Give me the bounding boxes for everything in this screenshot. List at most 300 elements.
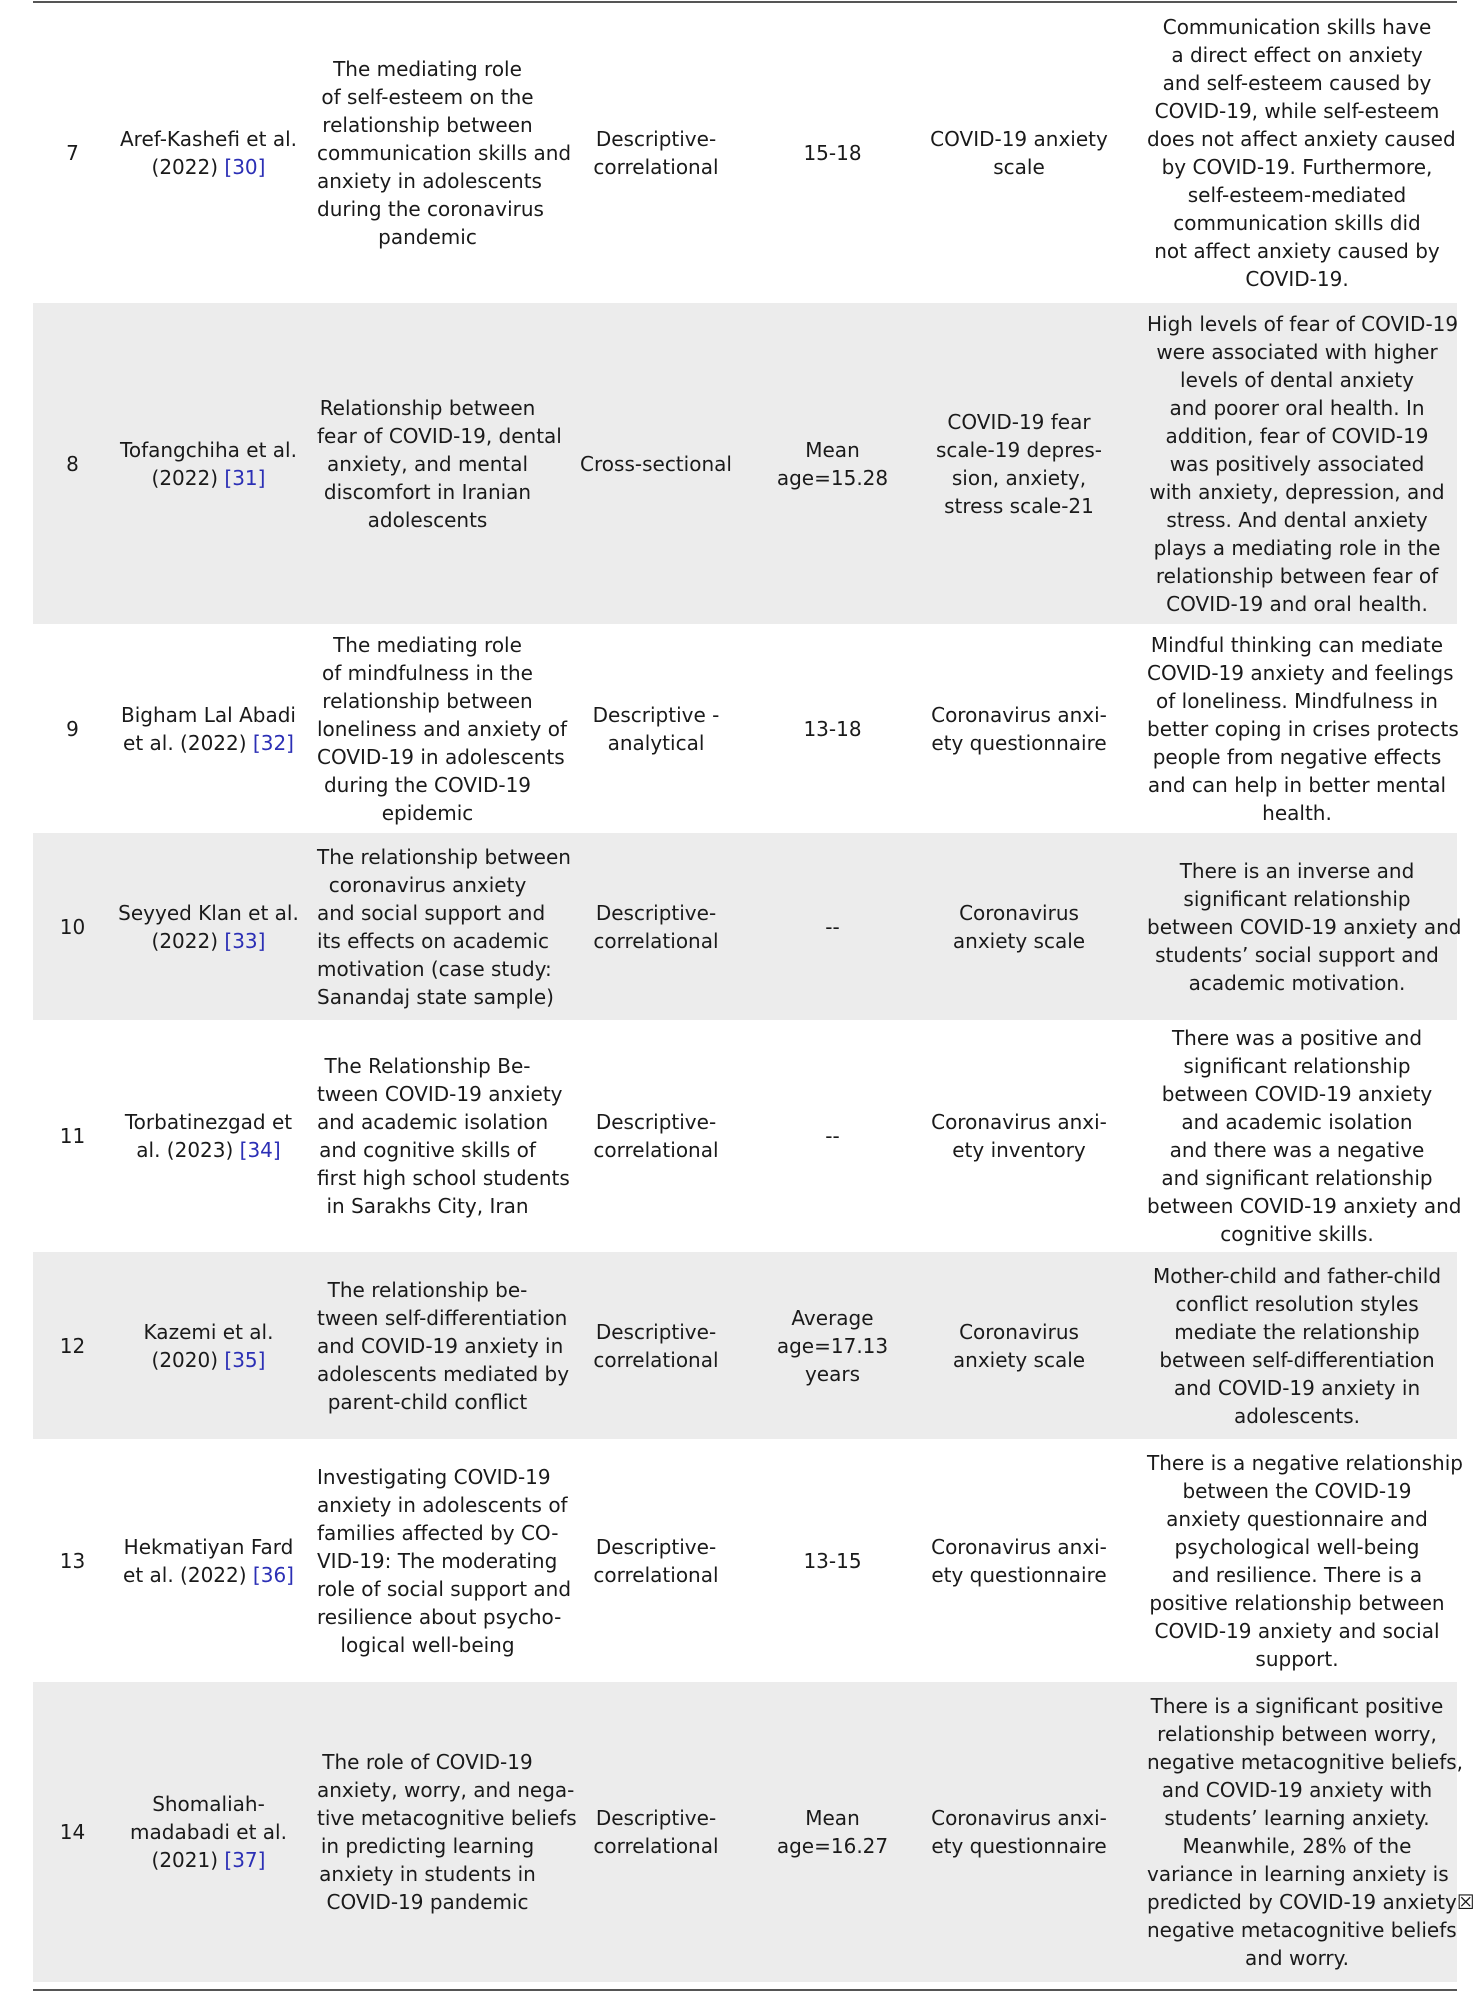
citation-link[interactable]: [37]	[224, 1848, 266, 1872]
title-cell-text: tween COVID-19 anxiety	[317, 1082, 563, 1106]
title-cell-line	[317, 743, 565, 771]
findings-cell-text: and resilience. There is a	[1171, 1562, 1423, 1587]
age-cell-text: 13-15	[803, 1548, 862, 1573]
title-cell-text: tive metacognitive beliefs	[317, 1806, 577, 1830]
title-cell-text: anxiety in adolescents of	[317, 1492, 568, 1517]
title-cell	[309, 1439, 572, 1682]
title-cell-line	[317, 450, 538, 478]
age-cell-line	[766, 1832, 899, 1860]
title-cell-text: logical well-being	[340, 1632, 515, 1657]
design-cell-text: correlational	[593, 1562, 719, 1587]
findings-cell-text: relationship between worry,	[1157, 1722, 1437, 1746]
citation-link[interactable]: [34]	[239, 1138, 281, 1162]
findings-cell-text: and COVID-19 anxiety in	[1173, 1375, 1421, 1400]
findings-cell	[1139, 624, 1457, 833]
age-cell-text: age=17.13	[776, 1333, 889, 1358]
design-cell-text: Cross-sectional	[580, 451, 732, 476]
title-cell-line	[317, 1603, 562, 1631]
title-cell-text: The role of COVID-19	[322, 1750, 533, 1774]
title-cell-text: The relationship between	[317, 844, 571, 869]
findings-cell-text: not affect anxiety caused by	[1154, 239, 1440, 263]
age-cell-text: 15-18	[803, 141, 862, 165]
studies-table	[33, 3, 1475, 1982]
author-cell-text: Shomaliah-	[152, 1792, 265, 1816]
tool-cell-text: Coronavirus	[959, 900, 1079, 925]
design-cell-text: correlational	[593, 1138, 719, 1162]
tool-cell	[899, 1252, 1139, 1439]
title-cell-text: Relationship between	[319, 395, 536, 420]
tool-cell-line	[899, 153, 1139, 181]
tool-cell-line	[899, 701, 1139, 729]
findings-cell-text: was positively associated	[1169, 451, 1425, 476]
title-cell-line	[317, 223, 538, 251]
title-cell	[309, 1252, 570, 1439]
findings-cell-text: support.	[1255, 1646, 1339, 1671]
title-cell-text: relationship between	[322, 688, 533, 713]
title-cell-text: relationship between	[322, 113, 533, 137]
findings-cell-text: There is an inverse and	[1179, 858, 1415, 883]
title-cell-line	[317, 1776, 575, 1804]
age-cell-line	[766, 1332, 899, 1360]
findings-cell-line	[1147, 181, 1447, 209]
findings-cell-line	[1147, 715, 1459, 743]
findings-cell-text: COVID-19.	[1245, 267, 1349, 291]
title-cell-text: in predicting learning	[320, 1834, 535, 1858]
author-cell	[108, 1682, 309, 1982]
design-cell	[546, 833, 766, 1020]
design-cell-line	[546, 729, 766, 757]
title-cell-line	[317, 111, 538, 139]
age-cell-line	[766, 715, 899, 743]
findings-cell-text: academic motivation.	[1188, 970, 1406, 995]
table-row	[33, 1252, 1457, 1439]
title-cell-text: motivation (case study:	[317, 956, 552, 981]
title-cell-text: and social support and	[317, 900, 546, 925]
tool-cell-text: scale-19 depres-	[936, 437, 1102, 462]
design-cell-line	[546, 450, 766, 478]
author-cell-line	[108, 1818, 309, 1846]
findings-cell-line	[1147, 394, 1447, 422]
author-cell	[108, 833, 309, 1020]
findings-cell	[1139, 1020, 1462, 1252]
tool-cell-line	[899, 464, 1139, 492]
title-cell-text: adolescents mediated by	[317, 1361, 570, 1386]
findings-cell-text: addition, fear of COVID-19	[1165, 423, 1429, 448]
author-cell	[108, 1252, 309, 1439]
studies-table-body	[33, 3, 1475, 1982]
title-cell-text: fear of COVID-19, dental	[317, 423, 562, 448]
findings-cell-text: negative metacognitive beliefs	[1147, 1918, 1457, 1942]
author-cell-line	[108, 1136, 309, 1164]
findings-cell-line	[1147, 125, 1456, 153]
author-cell-text: madabadi et al.	[130, 1820, 287, 1844]
title-cell-line	[317, 631, 538, 659]
findings-cell	[1139, 1682, 1475, 1982]
findings-cell-text: anxiety questionnaire and	[1166, 1506, 1428, 1531]
author-cell-text: Seyyed Klan et al.	[118, 900, 299, 925]
age-cell-text: age=15.28	[776, 465, 889, 490]
title-cell-line	[317, 1276, 538, 1304]
findings-cell-text: There was a positive and	[1171, 1026, 1423, 1050]
author-cell-text: Torbatinezgad et	[124, 1110, 293, 1134]
design-cell-line	[546, 125, 766, 153]
author-cell-line	[108, 729, 309, 757]
findings-cell-line	[1147, 1776, 1447, 1804]
design-cell-text: analytical	[607, 730, 705, 755]
findings-cell-text: and there was a negative	[1169, 1138, 1425, 1162]
author-cell-line	[108, 464, 309, 492]
findings-cell-line	[1147, 366, 1447, 394]
row-number: 10	[33, 833, 108, 1020]
design-cell	[546, 303, 766, 624]
design-cell-line	[546, 1561, 766, 1589]
findings-cell-line	[1147, 1692, 1447, 1720]
tool-cell-line	[899, 1533, 1139, 1561]
tool-cell-line	[899, 125, 1139, 153]
tool-cell-text: Coronavirus anxi-	[931, 1110, 1107, 1134]
title-cell-text: coronavirus anxiety	[328, 872, 527, 897]
title-cell	[309, 624, 567, 833]
title-cell-text: Sanandaj state sample)	[317, 984, 554, 1009]
findings-cell-text: self-esteem-mediated	[1187, 183, 1407, 207]
tool-cell-text: ety questionnaire	[931, 1834, 1107, 1858]
tool-cell-text: scale	[993, 155, 1045, 179]
findings-cell-text: COVID-19 and oral health.	[1166, 591, 1428, 616]
findings-cell-text: significant relationship	[1183, 1054, 1411, 1078]
title-cell-text: in Sarakhs City, Iran	[326, 1194, 529, 1218]
title-cell-line	[317, 1575, 572, 1603]
title-cell-line	[317, 843, 571, 871]
findings-cell-line	[1147, 1860, 1447, 1888]
findings-cell-text: adolescents.	[1233, 1403, 1361, 1428]
tool-cell-text: anxiety scale	[952, 928, 1086, 953]
title-cell-text: pandemic	[378, 225, 477, 249]
age-cell	[766, 303, 899, 624]
findings-cell-text: between COVID-19 anxiety and	[1147, 914, 1462, 939]
design-cell-text: Descriptive -	[592, 702, 720, 727]
findings-cell-text: health.	[1262, 800, 1332, 825]
title-cell	[309, 833, 571, 1020]
tool-cell-line	[899, 1561, 1139, 1589]
title-cell-line	[317, 1491, 568, 1519]
title-cell-line	[317, 1136, 538, 1164]
findings-cell-line	[1147, 478, 1447, 506]
findings-cell-text: stress. And dental anxiety	[1166, 507, 1428, 532]
design-cell	[546, 1020, 766, 1252]
author-cell-text: (2022)	[151, 465, 225, 490]
age-cell-line	[766, 913, 899, 941]
findings-cell-line	[1147, 1804, 1447, 1832]
title-cell-line	[317, 899, 546, 927]
age-cell-line	[766, 464, 899, 492]
title-cell-line	[317, 394, 538, 422]
findings-cell-text: COVID-19 anxiety and feelings	[1147, 660, 1454, 685]
findings-cell-line	[1147, 310, 1459, 338]
tool-cell-line	[899, 899, 1139, 927]
findings-cell-text: students’ social support and	[1155, 942, 1439, 967]
title-cell-text: families affected by CO-	[317, 1520, 559, 1545]
findings-cell-line	[1147, 534, 1447, 562]
design-cell-line	[546, 927, 766, 955]
findings-cell-line	[1147, 1533, 1447, 1561]
table-bottom-rule	[33, 1989, 1457, 1991]
title-cell-line	[317, 927, 549, 955]
title-cell-text: and cognitive skills of	[319, 1138, 536, 1162]
citation-link[interactable]: [32]	[252, 730, 294, 755]
age-cell-line	[766, 1547, 899, 1575]
title-cell-line	[317, 1108, 549, 1136]
design-cell	[546, 1252, 766, 1439]
title-cell-line	[317, 1832, 538, 1860]
findings-cell-text: COVID-19, while self-esteem	[1154, 99, 1440, 123]
citation-link[interactable]: [35]	[224, 1347, 266, 1372]
findings-cell-line	[1147, 1720, 1447, 1748]
age-cell	[766, 624, 899, 833]
tool-cell-line	[899, 492, 1139, 520]
findings-cell-text: COVID-19 anxiety and social	[1154, 1618, 1440, 1643]
tool-cell-text: stress scale-21	[944, 493, 1094, 518]
age-cell	[766, 833, 899, 1020]
findings-cell-line	[1147, 1052, 1447, 1080]
findings-cell-text: with anxiety, depression, and	[1149, 479, 1445, 504]
title-cell-line	[317, 1631, 538, 1659]
findings-cell	[1139, 833, 1462, 1020]
findings-cell-text: psychological well-being	[1174, 1534, 1420, 1559]
findings-cell-text: mediate the relationship	[1174, 1319, 1420, 1344]
age-cell-text: --	[825, 914, 840, 939]
findings-cell-line	[1147, 450, 1447, 478]
findings-cell-line	[1147, 799, 1447, 827]
title-cell-line	[317, 871, 538, 899]
findings-cell-line	[1147, 562, 1447, 590]
age-cell	[766, 1439, 899, 1682]
findings-cell-line	[1147, 969, 1447, 997]
title-cell-line	[317, 687, 538, 715]
findings-cell-line	[1147, 338, 1447, 366]
row-number: 7	[66, 141, 79, 165]
tool-cell-text: COVID-19 anxiety	[930, 127, 1108, 151]
findings-cell-text: Mother-child and father-child	[1152, 1263, 1442, 1288]
findings-cell-line	[1147, 1888, 1475, 1916]
findings-cell-text: does not affect anxiety caused	[1147, 127, 1456, 151]
findings-cell-line	[1147, 1505, 1447, 1533]
findings-cell-line	[1147, 1944, 1447, 1972]
author-cell-text: Tofangchiha et al.	[120, 437, 297, 462]
age-cell-text: Mean	[805, 1806, 860, 1830]
title-cell-line	[317, 715, 567, 743]
design-cell-text: Descriptive-	[595, 1319, 717, 1344]
findings-cell-text: High levels of fear of COVID-19	[1147, 311, 1459, 336]
title-cell-text: during the coronavirus	[317, 197, 544, 221]
findings-cell-line	[1147, 1645, 1447, 1673]
title-cell-line	[317, 659, 538, 687]
age-cell	[766, 3, 899, 303]
findings-cell	[1139, 3, 1457, 303]
citation-link[interactable]: [30]	[224, 155, 266, 179]
findings-cell-text: levels of dental anxiety	[1180, 367, 1414, 392]
title-cell-text: of self-esteem on the	[321, 85, 534, 109]
title-cell-line	[317, 1888, 538, 1916]
author-cell	[108, 1439, 309, 1682]
title-cell-text: and academic isolation	[317, 1110, 549, 1134]
tool-cell-line	[899, 408, 1139, 436]
findings-cell-text: were associated with higher	[1156, 339, 1438, 364]
design-cell	[546, 3, 766, 303]
title-cell-line	[317, 506, 538, 534]
title-cell-text: discomfort in Iranian	[323, 479, 532, 504]
findings-cell-line	[1147, 1748, 1464, 1776]
age-cell-line	[766, 1360, 899, 1388]
tool-cell-line	[899, 1108, 1139, 1136]
tool-cell-line	[899, 1346, 1139, 1374]
findings-cell-line	[1147, 1108, 1447, 1136]
row-number: 9	[66, 716, 79, 741]
tool-cell-line	[899, 436, 1139, 464]
title-cell-text: resilience about psycho-	[317, 1604, 562, 1629]
tool-cell-line	[899, 1832, 1139, 1860]
title-cell-line	[317, 1804, 577, 1832]
tool-cell-text: Coronavirus	[959, 1319, 1079, 1344]
citation-link[interactable]: [31]	[224, 465, 266, 490]
author-cell-line	[108, 1533, 309, 1561]
findings-cell-line	[1147, 1318, 1447, 1346]
findings-cell-line	[1147, 237, 1447, 265]
tool-cell-text: COVID-19 fear	[947, 409, 1091, 434]
tool-cell-text: Coronavirus anxi-	[931, 1806, 1107, 1830]
author-cell-text: (2021)	[151, 1848, 225, 1872]
findings-cell-line	[1147, 941, 1447, 969]
findings-cell-line	[1147, 659, 1454, 687]
tool-cell-text: sion, anxiety,	[951, 465, 1087, 490]
design-cell-line	[546, 153, 766, 181]
findings-cell-line	[1147, 590, 1447, 618]
title-cell-text: COVID-19 in adolescents	[317, 744, 565, 769]
title-cell-line	[317, 1052, 538, 1080]
findings-cell-text: significant relationship	[1183, 886, 1411, 911]
age-cell-line	[766, 1304, 899, 1332]
design-cell-text: Descriptive-	[595, 1534, 717, 1559]
tool-cell-line	[899, 1136, 1139, 1164]
title-cell-text: epidemic	[381, 800, 474, 825]
findings-cell-line	[1147, 771, 1447, 799]
findings-cell-text: and academic isolation	[1181, 1110, 1413, 1134]
author-cell-text: et al. (2022)	[123, 1562, 253, 1587]
author-cell-text: (2020)	[151, 1347, 225, 1372]
author-cell-line	[108, 701, 309, 729]
tool-cell-text: ety inventory	[952, 1138, 1086, 1162]
findings-cell-line	[1147, 1080, 1447, 1108]
design-cell-line	[546, 1346, 766, 1374]
findings-cell-line	[1147, 1290, 1447, 1318]
findings-cell-line	[1147, 13, 1447, 41]
findings-cell-text: and COVID-19 anxiety with	[1161, 1778, 1433, 1802]
title-cell-text: during the COVID-19	[323, 772, 532, 797]
findings-cell-text: students’ learning anxiety.	[1164, 1806, 1430, 1830]
findings-cell-line	[1147, 1561, 1447, 1589]
tool-cell	[899, 624, 1139, 833]
findings-cell-text: negative metacognitive beliefs,	[1147, 1750, 1464, 1774]
title-cell-text: COVID-19 pandemic	[326, 1890, 529, 1914]
age-cell-text: --	[825, 1124, 840, 1148]
citation-link[interactable]: [33]	[224, 928, 266, 953]
tool-cell	[899, 1439, 1139, 1682]
row-number: 14	[33, 1682, 108, 1982]
tool-cell-text: ety questionnaire	[931, 730, 1107, 755]
design-cell	[546, 624, 766, 833]
title-cell-line	[317, 478, 538, 506]
title-cell-line	[317, 983, 554, 1011]
age-cell-text: 13-18	[803, 716, 862, 741]
author-cell-line	[108, 125, 309, 153]
title-cell-line	[317, 83, 538, 111]
age-cell	[766, 1682, 899, 1982]
title-cell-text: of mindfulness in the	[322, 660, 533, 685]
author-cell-line	[108, 436, 309, 464]
findings-cell-line	[1147, 631, 1447, 659]
design-cell-text: Descriptive-	[595, 1110, 717, 1134]
findings-cell-line	[1147, 1374, 1447, 1402]
tool-cell-line	[899, 1318, 1139, 1346]
findings-cell-text: Meanwhile, 28% of the	[1182, 1834, 1412, 1858]
findings-cell-line	[1147, 153, 1447, 181]
findings-cell-line	[1147, 1136, 1447, 1164]
row-number: 12	[33, 1252, 108, 1439]
findings-cell-line	[1147, 1402, 1447, 1430]
title-cell	[309, 303, 562, 624]
title-cell-text: The Relationship Be-	[324, 1054, 531, 1078]
findings-cell-text: plays a mediating role in the	[1153, 535, 1441, 560]
table-row	[33, 303, 1457, 624]
findings-cell-line	[1147, 97, 1447, 125]
author-cell-line	[108, 1561, 309, 1589]
design-cell-line	[546, 899, 766, 927]
findings-cell-line	[1147, 69, 1447, 97]
title-cell-text: and COVID-19 anxiety in	[317, 1333, 564, 1358]
author-cell-line	[108, 899, 309, 927]
author-cell-text: al. (2023)	[136, 1138, 240, 1162]
title-cell-text: adolescents	[367, 507, 488, 532]
findings-cell-line	[1147, 1220, 1447, 1248]
design-cell-line	[546, 1533, 766, 1561]
title-cell-text: anxiety in adolescents	[317, 169, 542, 193]
design-cell-line	[546, 1136, 766, 1164]
findings-cell-text: There is a negative relationship	[1147, 1450, 1463, 1475]
title-cell-line	[317, 1860, 538, 1888]
findings-cell-text: and poorer oral health. In	[1169, 395, 1425, 420]
findings-cell-text: variance in learning anxiety is	[1147, 1862, 1449, 1886]
design-cell	[546, 1439, 766, 1682]
title-cell-line	[317, 1463, 551, 1491]
findings-cell-text: Communication skills have	[1162, 15, 1432, 39]
design-cell-line	[546, 1832, 766, 1860]
table-row	[33, 1439, 1457, 1682]
tool-cell	[899, 3, 1139, 303]
findings-cell-text: and worry.	[1244, 1946, 1349, 1970]
findings-cell-line	[1147, 41, 1447, 69]
title-cell-line	[317, 1748, 538, 1776]
title-cell-line	[317, 1360, 570, 1388]
design-cell-line	[546, 1318, 766, 1346]
findings-cell-line	[1147, 1262, 1447, 1290]
findings-cell-text: by COVID-19. Furthermore,	[1161, 155, 1433, 179]
findings-cell-text: predicted by COVID-19 anxiety☒	[1147, 1890, 1475, 1914]
table-row	[33, 3, 1457, 303]
citation-link[interactable]: [36]	[252, 1562, 294, 1587]
author-cell-line	[108, 1108, 309, 1136]
title-cell-line	[317, 1547, 558, 1575]
findings-cell-line	[1147, 885, 1447, 913]
findings-cell-line	[1147, 1346, 1447, 1374]
